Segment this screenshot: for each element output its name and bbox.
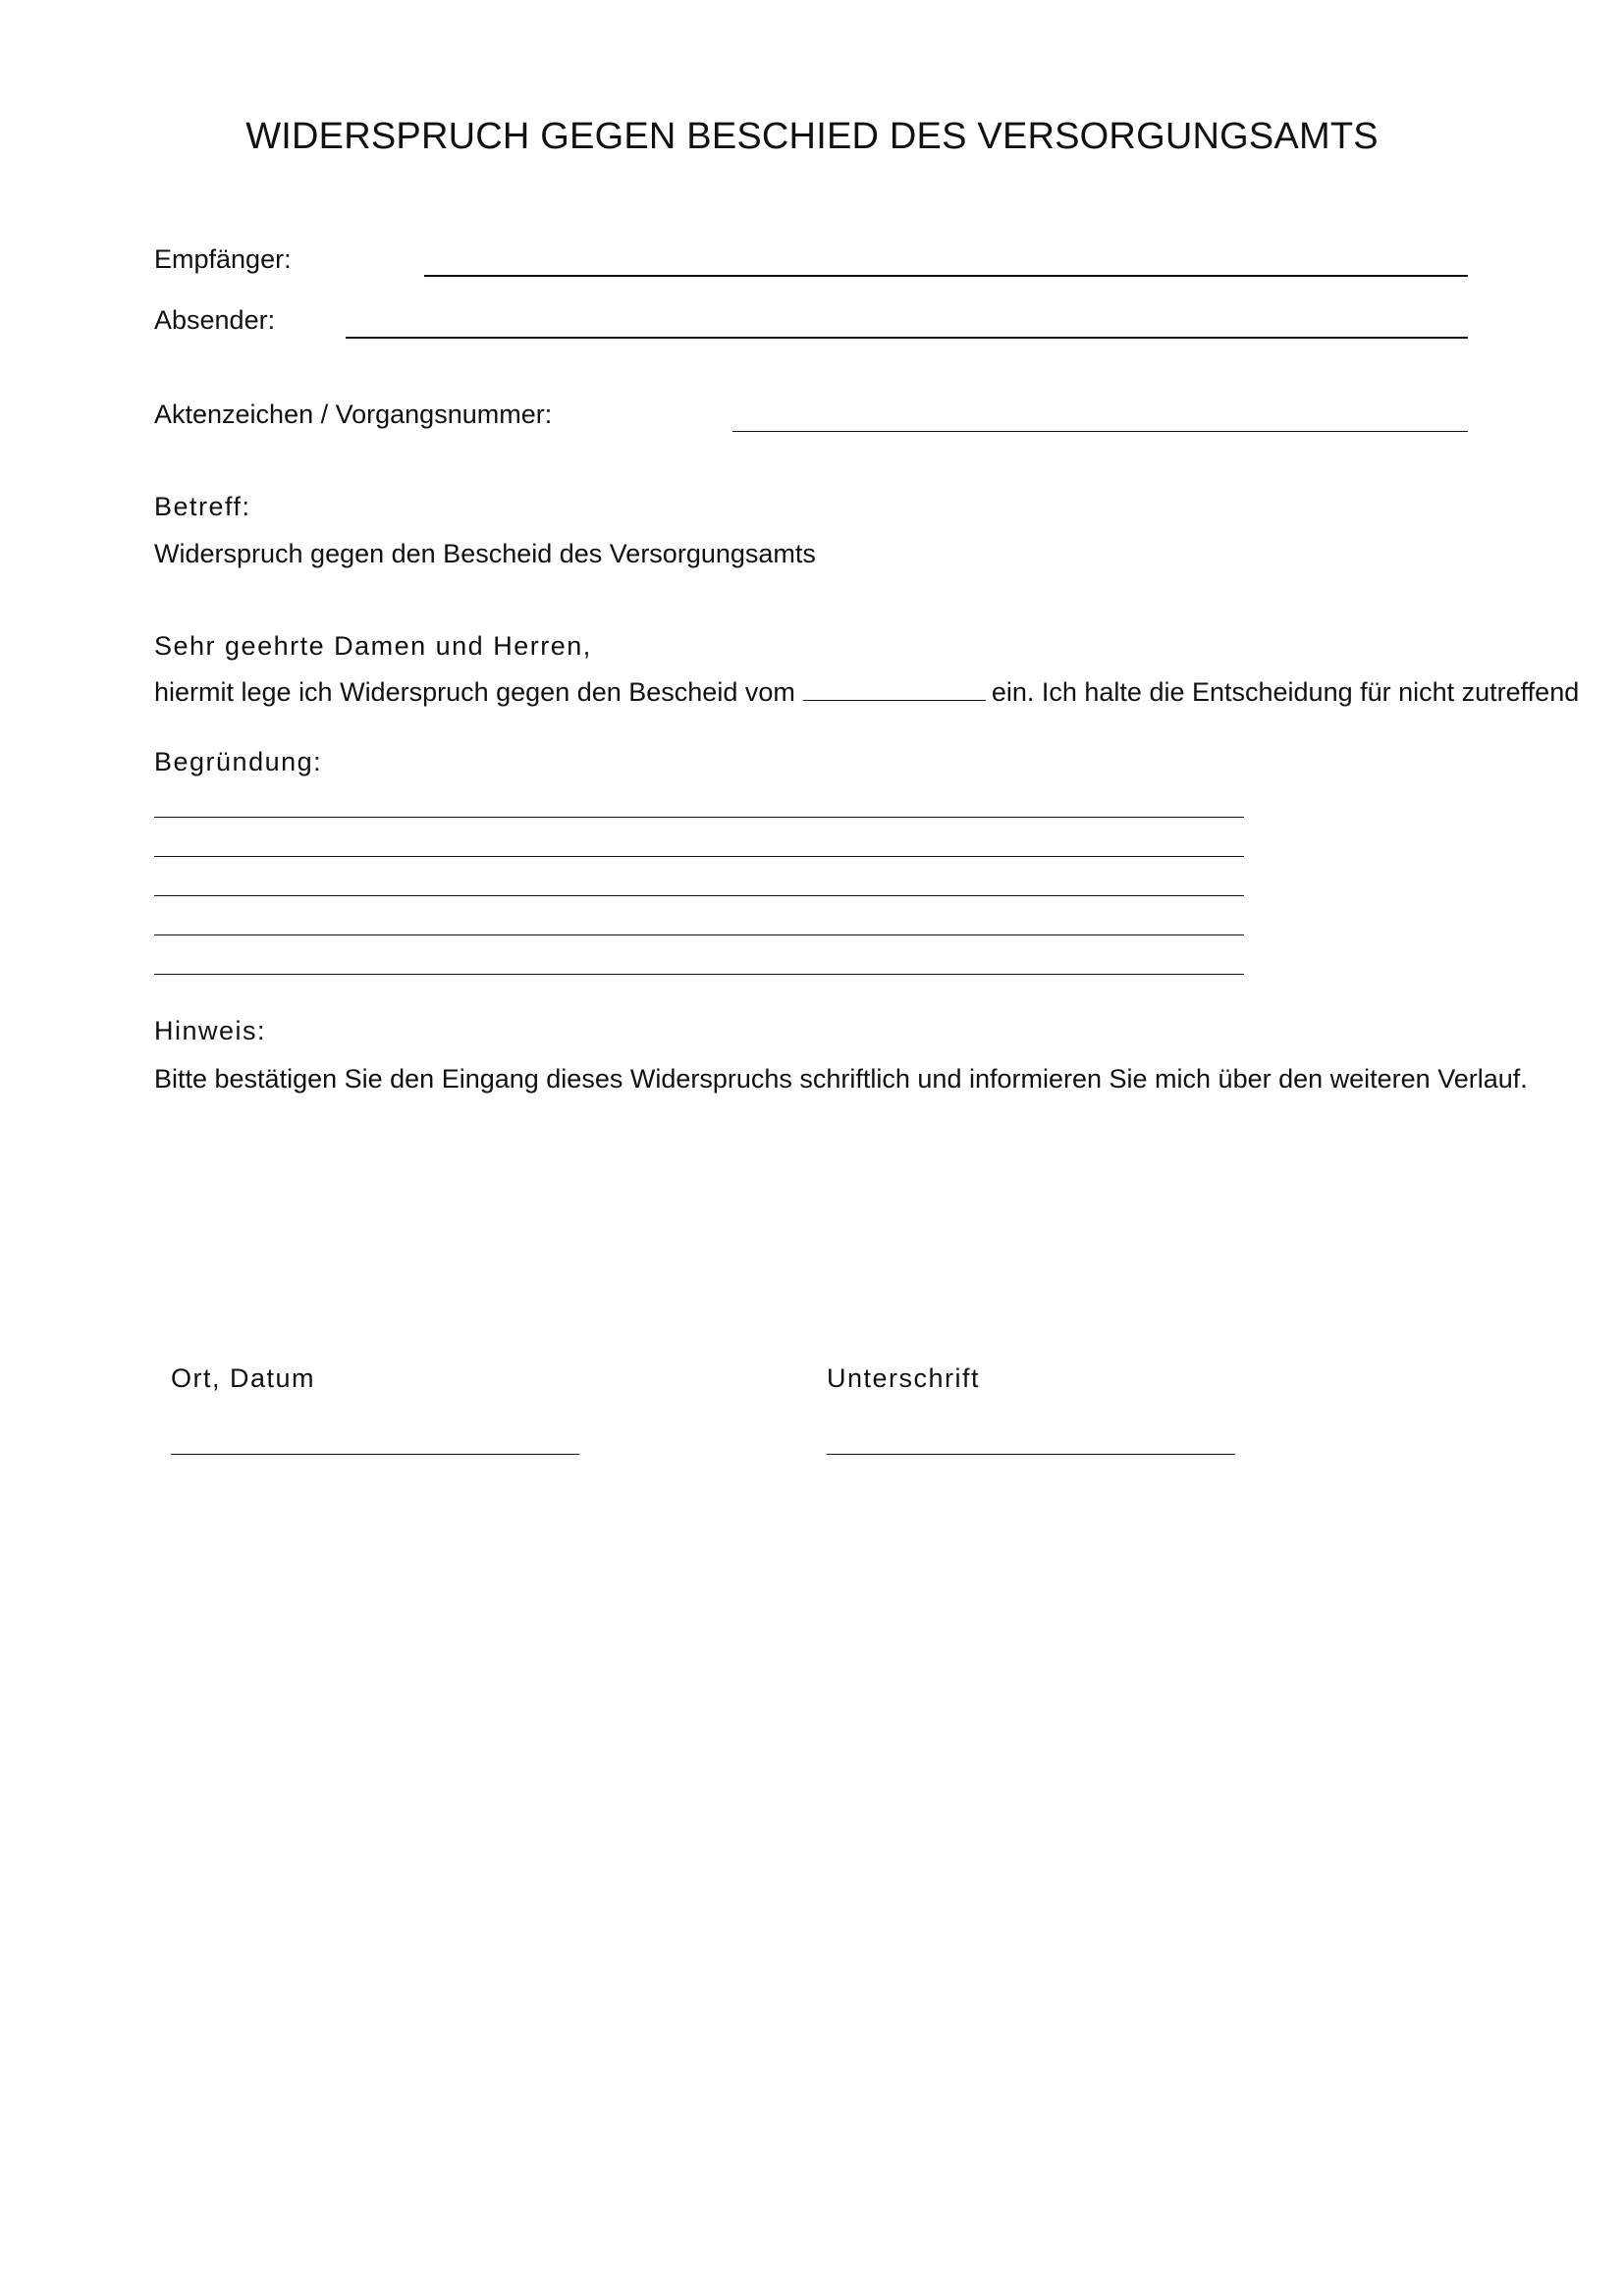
signature-line[interactable] — [827, 1454, 1235, 1455]
reference-input-line[interactable] — [732, 431, 1468, 432]
recipient-label: Empfänger: — [154, 244, 292, 274]
recipient-input-line[interactable] — [424, 275, 1468, 277]
place-date-label: Ort, Datum — [171, 1363, 316, 1393]
intro-paragraph — [154, 676, 1579, 708]
intro-text-before: hiermit lege ich Widerspruch gegen den Bescheid vom — [154, 677, 795, 707]
sender-label: Absender: — [154, 305, 276, 335]
decision-date-blank[interactable] — [803, 678, 986, 701]
subject-label: Betreff: — [154, 492, 251, 521]
signature-label: Unterschrift — [827, 1363, 981, 1393]
document-title: WIDERSPRUCH GEGEN BESCHIED DES VERSORGUNGSAMTS — [245, 116, 1379, 157]
salutation: Sehr geehrte Damen und Herren, — [154, 631, 592, 661]
reasoning-line[interactable] — [154, 974, 1244, 975]
reasoning-line[interactable] — [154, 817, 1244, 818]
reasoning-line[interactable] — [154, 895, 1244, 896]
place-date-line[interactable] — [171, 1454, 579, 1455]
sender-input-line[interactable] — [346, 337, 1468, 339]
reference-label: Aktenzeichen / Vorgangsnummer: — [154, 400, 553, 429]
note-label: Hinweis: — [154, 1016, 267, 1045]
reasoning-line[interactable] — [154, 856, 1244, 857]
reasoning-label: Begründung: — [154, 747, 323, 776]
subject-text: Widerspruch gegen den Bescheid des Versorgungsamts — [154, 539, 816, 568]
intro-text-after: ein. Ich halte die Entscheidung für nicht zutreffend — [991, 677, 1580, 707]
note-text: Bitte bestätigen Sie den Eingang dieses Widerspruchs schriftlich und informieren Sie mich über den weiteren Verlauf. — [154, 1064, 1528, 1094]
reasoning-line[interactable] — [154, 934, 1244, 935]
